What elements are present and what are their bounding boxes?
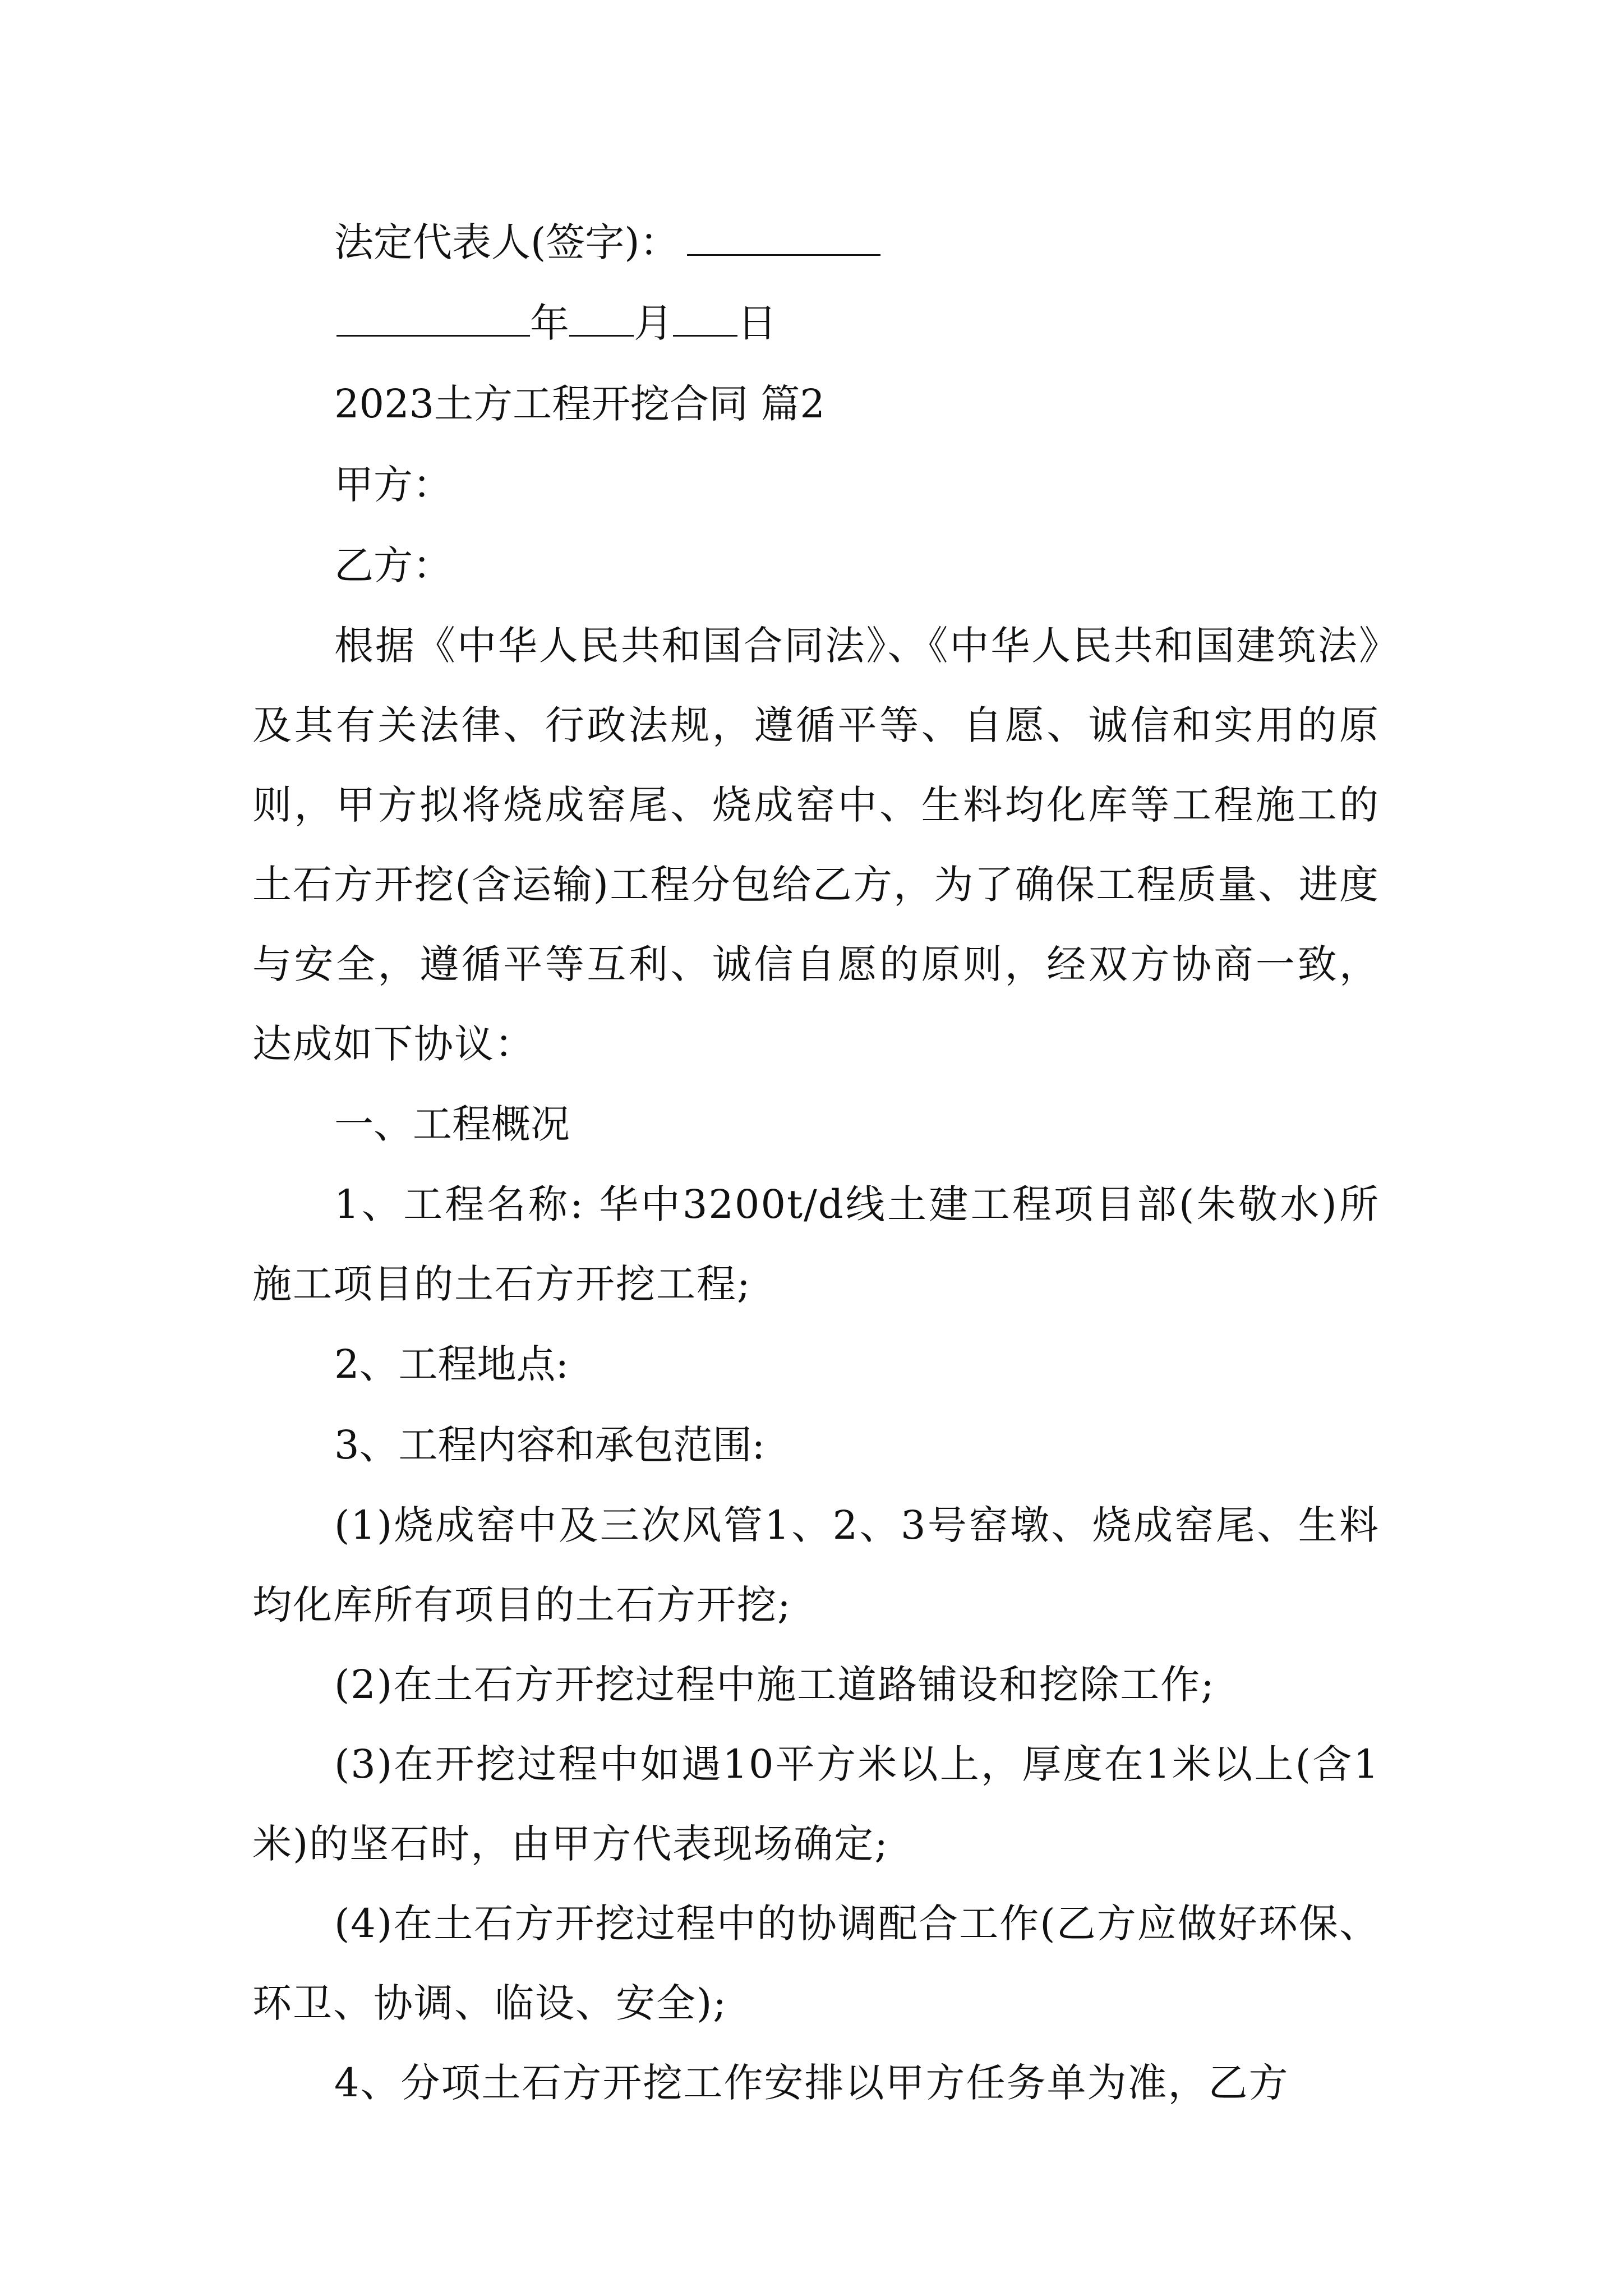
sub-item-4: (4)在土石方开挖过程中的协调配合工作(乙方应做好环保、环卫、协调、临设、安全);: [252, 1901, 1380, 2026]
signature-blank: [687, 222, 880, 256]
sub-item-1: (1)烧成窑中及三次风管1、2、3号窑墩、烧成窑尾、生料均化库所有项目的土石方开挖;: [252, 1502, 1380, 1628]
item-3-scope: 3、工程内容和承包范围:: [334, 1422, 766, 1468]
item-2-location: 2、工程地点:: [334, 1341, 569, 1387]
year-blank: [336, 302, 530, 337]
contract-title: 2023土方工程开挖合同 篇2: [334, 381, 825, 427]
preamble-paragraph: 根据《中华人民共和国合同法》、《中华人民共和国建筑法》及其有关法律、行政法规，遵循平等、自愿、诚信和实用的原则，甲方拟将烧成窑尾、烧成窑中、生料均化库等工程施工的土石方开挖(含运输)工程分包给乙方，为了确保工程质量、进度与安全，遵循平等互利、诚信自愿的原则，经双方协商一致，达成如下协议：: [252, 623, 1380, 1067]
document-body: [252, 202, 1380, 2123]
month-label: 月: [634, 300, 673, 346]
party-b-label: 乙方：: [334, 542, 452, 588]
sub-item-2: (2)在土石方开挖过程中施工道路铺设和挖除工作;: [334, 1662, 1215, 1708]
date-line: [252, 283, 1380, 364]
item-1-project-name: 1、工程名称: 华中3200t/d线土建工程项目部(朱敬水)所施工项目的土石方开挖工程;: [252, 1181, 1380, 1307]
signature-line: [252, 202, 1380, 283]
section-1-heading: 一、工程概况: [334, 1101, 570, 1147]
sub-item-3: (3)在开挖过程中如遇10平方米以上，厚度在1米以上(含1米)的坚石时，由甲方代表现场确定;: [252, 1741, 1380, 1867]
month-blank: [569, 302, 634, 337]
year-label: 年: [530, 300, 569, 346]
day-blank: [673, 302, 737, 337]
day-label: 日: [737, 300, 777, 346]
item-4-arrangement: 4、分项土石方开挖工作安排以甲方任务单为准，乙方: [334, 2060, 1289, 2106]
signature-label: 法定代表人(签字)：: [334, 219, 679, 265]
party-a-label: 甲方：: [334, 462, 452, 508]
